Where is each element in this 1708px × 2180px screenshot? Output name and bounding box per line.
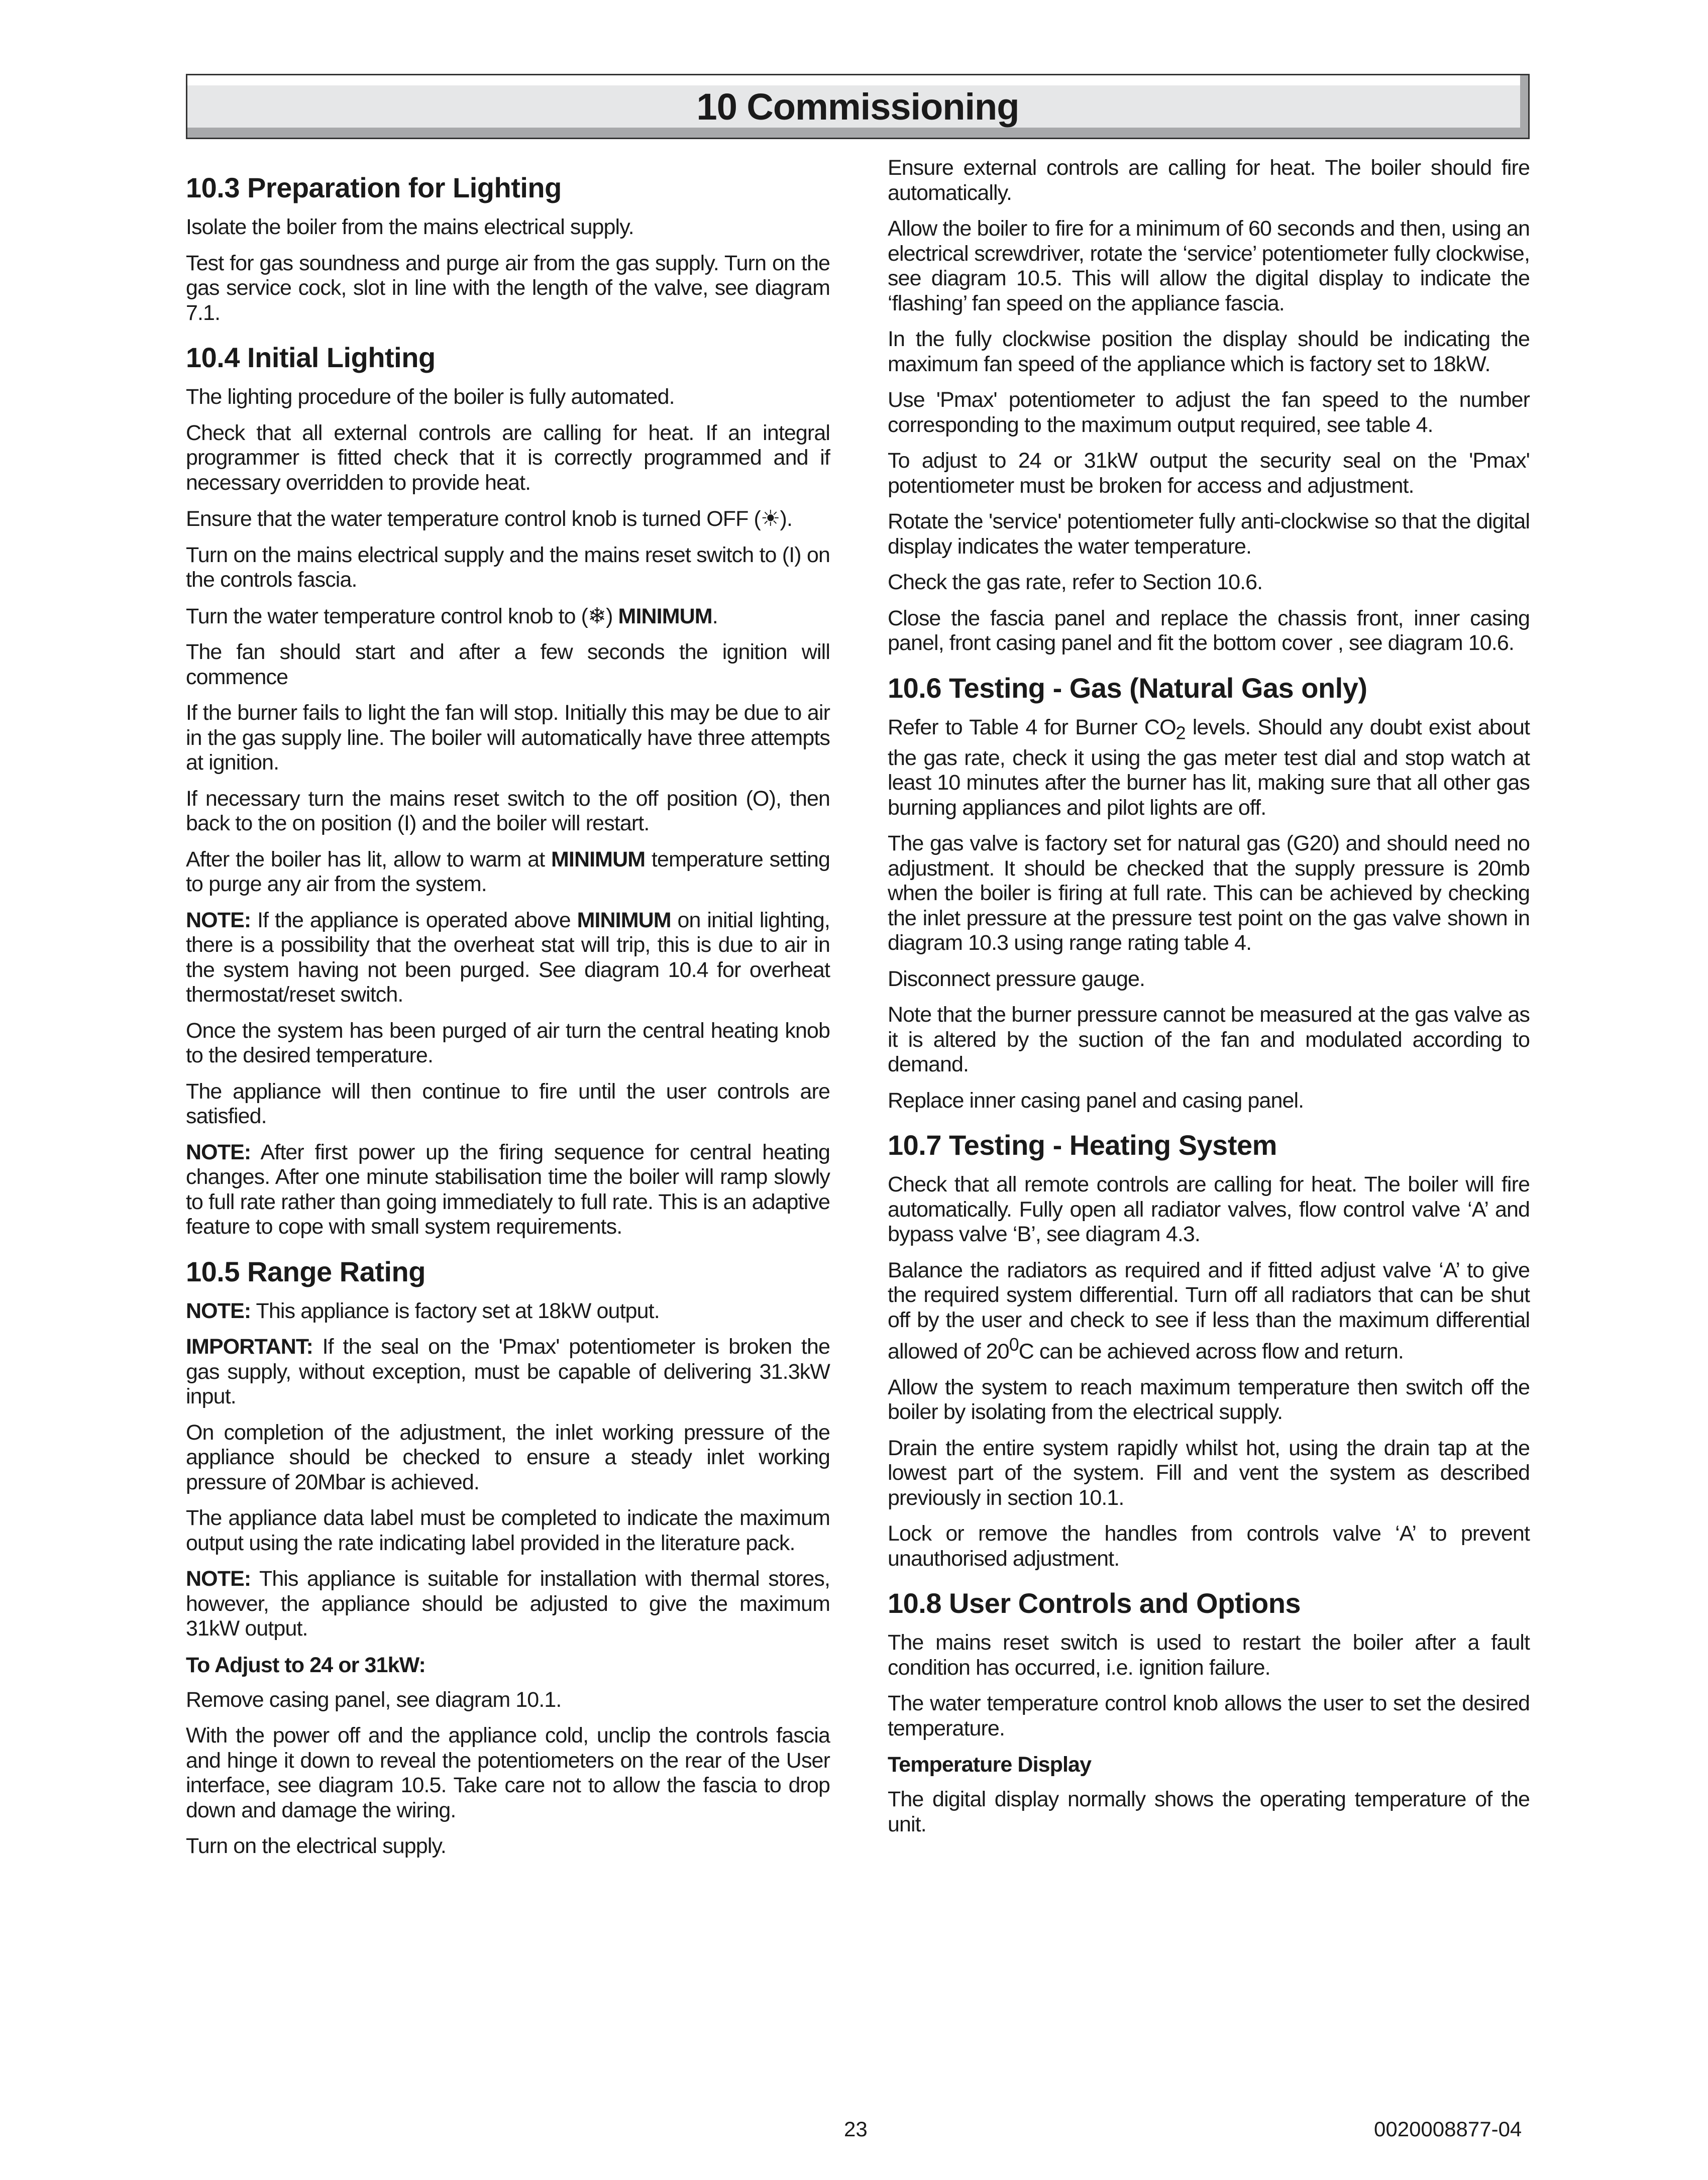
bold-text: NOTE: <box>186 1140 251 1164</box>
bold-text: IMPORTANT: <box>186 1335 313 1359</box>
paragraph <box>186 1506 830 1556</box>
text: Check that all remote controls are calling for heat. The boiler will fire automatically. Fully open all radiator valves, flow control valve ‘A’ and bypass valve ‘B’, see diagram 4.3. <box>888 1172 1530 1247</box>
paragraph <box>186 215 830 240</box>
text: Once the system has been purged of air turn the central heating knob to the desired temperature. <box>186 1018 830 1067</box>
text: Use 'Pmax' potentiometer to adjust the fan speed to the number corresponding to the maximum output required, see table 4. <box>888 388 1530 437</box>
text: If the burner fails to light the fan will stop. Initially this may be due to air in the gas supply line. The boiler will automatically have three attempts at ignition. <box>186 701 830 775</box>
text: On completion of the adjustment, the inlet working pressure of the appliance should be checked to ensure a steady inlet working pressure of 20Mbar is achieved. <box>186 1420 830 1494</box>
text: After the boiler has lit, allow to warm at <box>186 847 551 871</box>
text: . <box>712 604 718 628</box>
paragraph <box>186 506 830 532</box>
text: If the seal on the 'Pmax' potentiometer is broken the gas supply, without exception, must be capable of delivering 31.3kW input. <box>186 1335 830 1408</box>
text: ) <box>606 604 618 628</box>
paragraph <box>888 1088 1530 1114</box>
paragraph <box>888 156 1530 205</box>
subheading: To Adjust to 24 or 31kW: <box>186 1653 425 1677</box>
text: Drain the entire system rapidly whilst hot, using the drain tap at the lowest part of the system. Fill and vent the system as described previously in section 10.1. <box>888 1436 1530 1510</box>
text: With the power off and the appliance cold, unclip the controls fascia and hinge it down to reveal the potentiometers on the rear of the User interface, see diagram 10.5. Take care not to allow the fascia to drop down and damage the wiring. <box>186 1723 830 1822</box>
text: Lock or remove the handles from controls valve ‘A’ to prevent unauthorised adjustment. <box>888 1521 1530 1571</box>
text: Turn the water temperature control knob to ( <box>186 604 588 628</box>
section-banner <box>186 74 1530 139</box>
paragraph <box>186 1688 830 1713</box>
page-title: 10 Commissioning <box>696 86 1019 128</box>
paragraph <box>888 570 1530 595</box>
text: In the fully clockwise position the display should be indicating the maximum fan speed of the appliance which is factory set to 18kW. <box>888 327 1530 376</box>
banner-highlight <box>187 75 1528 85</box>
text: After first power up the firing sequence for central heating changes. After one minute stabilisation time the boiler will ramp slowly to full rate rather than going immediately to full rate. This is an adaptive feature to cope with small system requirements. <box>186 1140 830 1239</box>
text: This appliance is factory set at 18kW output. <box>251 1298 660 1323</box>
paragraph <box>888 1172 1530 1247</box>
paragraph <box>186 385 830 410</box>
paragraph <box>186 1421 830 1495</box>
paragraph <box>186 640 830 690</box>
text: This appliance is suitable for installation with thermal stores, however, the appliance should be adjusted to give the maximum 31kW output. <box>186 1567 830 1641</box>
paragraph <box>888 1375 1530 1425</box>
paragraph <box>186 604 830 629</box>
paragraph <box>888 509 1530 559</box>
text: Allow the system to reach maximum temperature then switch off the boiler by isolating from the electrical supply. <box>888 1375 1530 1425</box>
text: The appliance will then continue to fire until the user controls are satisfied. <box>186 1079 830 1128</box>
paragraph <box>186 908 830 1008</box>
paragraph <box>186 1335 830 1409</box>
bold-text: NOTE: <box>186 908 251 932</box>
paragraph <box>186 1019 830 1068</box>
section-heading: 10.7 Testing - Heating System <box>888 1129 1277 1161</box>
paragraph <box>888 1787 1530 1837</box>
text: If the appliance is operated above <box>251 908 577 932</box>
text: The digital display normally shows the operating temperature of the unit. <box>888 1787 1530 1836</box>
document-number: 0020008877-04 <box>1374 2117 1522 2141</box>
paragraph <box>186 543 830 593</box>
right-column <box>888 156 1530 1848</box>
text: The fan should start and after a few seconds the ignition will commence <box>186 640 830 689</box>
text: Note that the burner pressure cannot be measured at the gas valve as it is altered by the suction of the fan and modulated according to demand. <box>888 1003 1530 1077</box>
text: temperature setting to purge any air from the system. <box>186 847 830 896</box>
section-heading: 10.5 Range Rating <box>186 1255 425 1287</box>
paragraph <box>888 327 1530 377</box>
text: ). <box>780 507 792 531</box>
text: Ensure external controls are calling for heat. The boiler should fire automatically. <box>888 156 1530 205</box>
paragraph <box>186 1299 830 1324</box>
superscript: 0 <box>1009 1335 1019 1355</box>
bold-text: MINIMUM <box>551 847 646 871</box>
text: levels. Should any doubt exist about the gas rate, check it using the gas meter test dial and stop watch at least 10 minutes after the burner has lit, making sure that all other gas burning appliances and pilot lights are off. <box>888 715 1530 820</box>
left-column <box>186 156 830 1870</box>
paragraph <box>888 967 1530 992</box>
section-heading: 10.8 User Controls and Options <box>888 1587 1301 1619</box>
text: Disconnect pressure gauge. <box>888 966 1145 991</box>
paragraph <box>186 251 830 326</box>
paragraph <box>888 1691 1530 1741</box>
text: Check that all external controls are calling for heat. If an integral programmer is fitted check that it is correctly programmed and if necessary overridden to provide heat. <box>186 420 830 495</box>
text: Refer to Table 4 for Burner CO <box>888 715 1176 739</box>
paragraph <box>186 421 830 496</box>
paragraph <box>888 831 1530 956</box>
paragraph <box>888 715 1530 821</box>
paragraph <box>186 1723 830 1823</box>
text: Isolate the boiler from the mains electrical supply. <box>186 215 634 239</box>
bold-text: MINIMUM <box>618 604 712 628</box>
text: Check the gas rate, refer to Section 10.6. <box>888 570 1263 594</box>
text: To adjust to 24 or 31kW output the security seal on the 'Pmax' potentiometer must be broken for access and adjustment. <box>888 449 1530 498</box>
bold-text: NOTE: <box>186 1298 251 1323</box>
paragraph <box>186 701 830 776</box>
section-heading: 10.6 Testing - Gas (Natural Gas only) <box>888 672 1367 704</box>
paragraph <box>186 787 830 836</box>
text: Replace inner casing panel and casing panel. <box>888 1088 1304 1113</box>
sun-icon: ☀ <box>760 506 780 531</box>
text: Ensure that the water temperature control knob is turned OFF ( <box>186 507 761 531</box>
subheading: Temperature Display <box>888 1753 1092 1777</box>
text: Allow the boiler to fire for a minimum of 60 seconds and then, using an electrical screwdriver, rotate the ‘service’ potentiometer fully clockwise, see diagram 10.5. This will allow the digital display to indicate the ‘flashing’ fan speed on the appliance fascia. <box>888 216 1530 315</box>
paragraph <box>888 1258 1530 1364</box>
paragraph <box>888 1436 1530 1511</box>
text: The appliance data label must be completed to indicate the maximum output using the rate indicating label provided in the literature pack. <box>186 1506 830 1555</box>
paragraph <box>186 1567 830 1642</box>
text: Remove casing panel, see diagram 10.1. <box>186 1687 562 1712</box>
text: Test for gas soundness and purge air from the gas supply. Turn on the gas service cock, slot in line with the length of the valve, see diagram 7.1. <box>186 251 830 325</box>
text: The water temperature control knob allows the user to set the desired temperature. <box>888 1691 1530 1740</box>
section-heading: 10.3 Preparation for Lighting <box>186 172 562 203</box>
text: Balance the radiators as required and if fitted adjust valve ‘A’ to give the required system differential. Turn off all radiators that can be shut off by the user and check to see if less than the maximum differential allowed of 20 <box>888 1258 1530 1364</box>
text: Rotate the 'service' potentiometer fully anti-clockwise so that the digital display indicates the water temperature. <box>888 509 1530 559</box>
paragraph <box>888 388 1530 438</box>
text: C can be achieved across flow and return. <box>1018 1339 1404 1364</box>
paragraph <box>888 1521 1530 1571</box>
bold-text: MINIMUM <box>577 908 671 932</box>
paragraph <box>888 606 1530 656</box>
text: If necessary turn the mains reset switch to the off position (O), then back to the on position (I) and the boiler will restart. <box>186 786 830 835</box>
subscript: 2 <box>1176 723 1186 743</box>
text: Close the fascia panel and replace the chassis front, inner casing panel, front casing panel and fit the bottom cover , see diagram 10.6. <box>888 606 1530 655</box>
paragraph <box>888 449 1530 498</box>
text: The mains reset switch is used to restart the boiler after a fault condition has occurred, i.e. ignition failure. <box>888 1630 1530 1680</box>
paragraph <box>888 1630 1530 1680</box>
paragraph <box>186 1140 830 1240</box>
text: on initial lighting, there is a possibility that the overheat stat will trip, this is due to air in the system having not been purged. See diagram 10.4 for overheat thermostat/reset switch. <box>186 908 830 1007</box>
section-heading: 10.4 Initial Lighting <box>186 342 436 373</box>
paragraph <box>186 1834 830 1859</box>
page-number: 23 <box>844 2117 868 2141</box>
text: Turn on the mains electrical supply and the mains reset switch to (I) on the controls fascia. <box>186 542 830 592</box>
text: The lighting procedure of the boiler is fully automated. <box>186 385 675 409</box>
text: The gas valve is factory set for natural gas (G20) and should need no adjustment. It should be checked that the supply pressure is 20mb when the boiler is firing at full rate. This can be achieved by checking the inlet pressure at the pressure test point on the gas valve shown in diagram 10.3 using range rating table 4. <box>888 831 1530 955</box>
snowflake-icon: ❄ <box>588 603 606 628</box>
paragraph <box>888 1003 1530 1077</box>
text: Turn on the electrical supply. <box>186 1834 446 1858</box>
paragraph <box>186 1079 830 1129</box>
paragraph <box>186 847 830 897</box>
bold-text: NOTE: <box>186 1567 251 1591</box>
paragraph <box>888 216 1530 316</box>
